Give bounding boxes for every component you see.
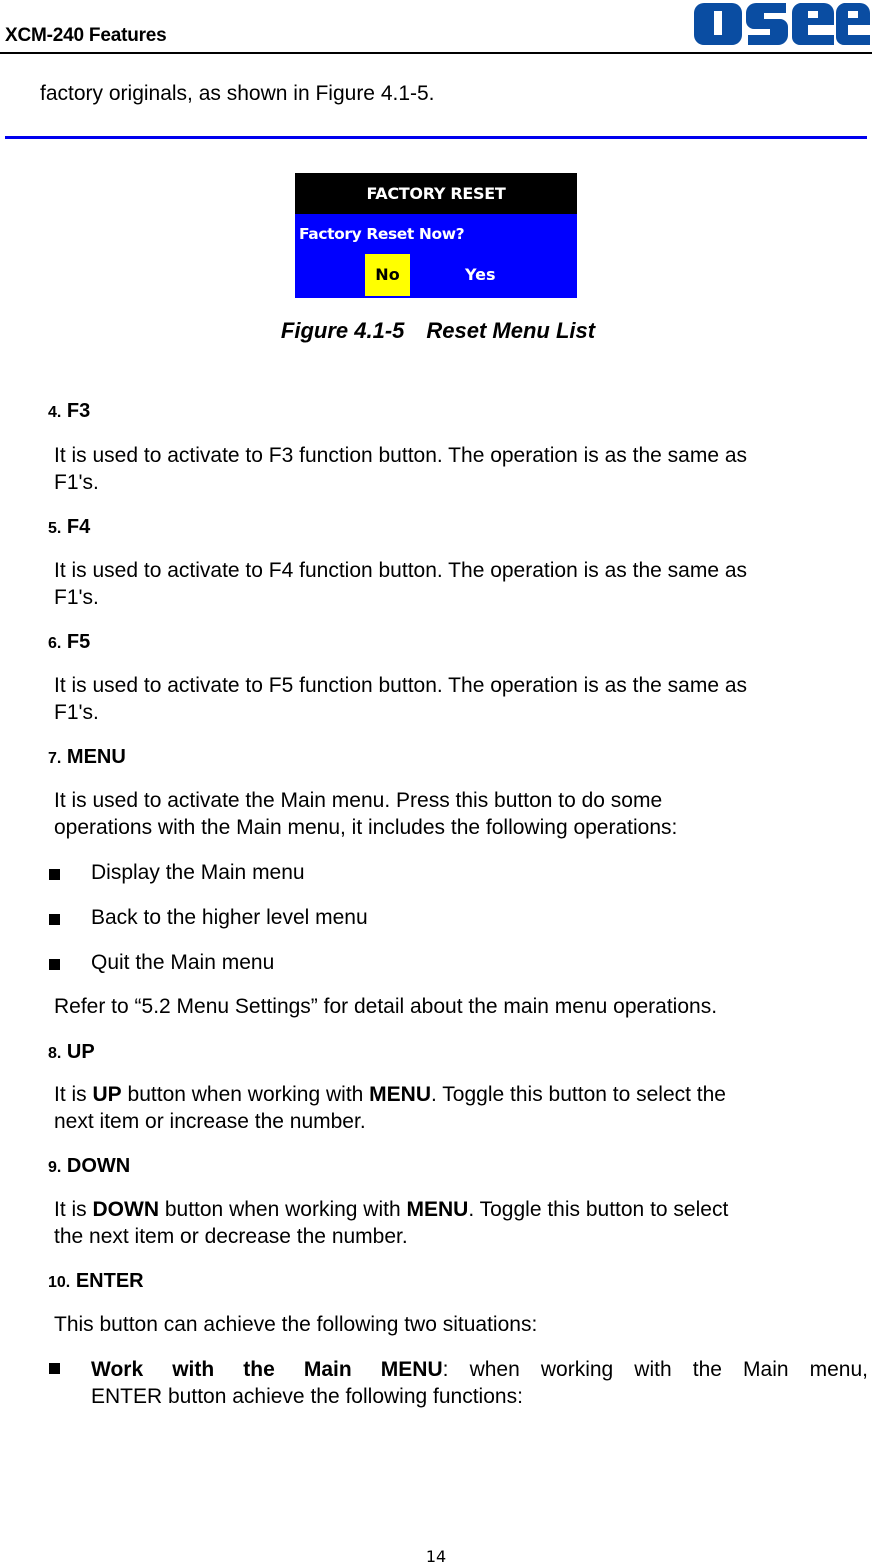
text-run: : when working with the Main menu,: [442, 1358, 868, 1381]
heading-number: 10.: [48, 1274, 71, 1291]
section-body-down: [54, 1195, 872, 1252]
body-line: operations with the Main menu, it includes the following operations:: [54, 816, 678, 839]
square-bullet-icon: [49, 1363, 60, 1374]
body-line: [54, 1080, 872, 1110]
heading-title: F3: [66, 400, 91, 422]
square-bullet-icon: [49, 869, 60, 880]
page-number: 14: [425, 1547, 447, 1566]
section-heading-f5: [48, 631, 90, 654]
menu-title: FACTORY RESET: [295, 173, 577, 214]
body-line: It is used to activate to F3 function button. The operation is as the same as: [54, 444, 748, 467]
bullet-text: Back to the higher level menu: [91, 906, 368, 929]
heading-number: 5.: [48, 520, 62, 537]
caption-number: Figure 4.1-5: [280, 318, 405, 343]
section-body-menu: [54, 786, 872, 843]
text-run: button when working with: [121, 1083, 370, 1106]
body-line: It is used to activate to F5 function button. The operation is as the same as: [54, 674, 748, 697]
bullet-line: ENTER button achieve the following functions:: [91, 1385, 523, 1408]
bold-text-run: DOWN: [92, 1198, 160, 1221]
bold-text-run: MENU: [406, 1198, 469, 1221]
menu-question: Factory Reset Now?: [299, 225, 465, 243]
heading-number: 6.: [48, 635, 62, 652]
body-line: the next item or decrease the number.: [54, 1225, 408, 1248]
bullet-line: [91, 1355, 868, 1385]
body-line: F1's.: [54, 471, 99, 494]
section-heading-f4: [48, 516, 90, 539]
section-heading-menu: [48, 746, 126, 769]
section-body-enter: This button can achieve the following two situations:: [54, 1313, 538, 1336]
body-line: It is used to activate the Main menu. Press this button to do some: [54, 789, 663, 812]
square-bullet-icon: [49, 959, 60, 970]
heading-title: UP: [66, 1041, 95, 1063]
section-separator: [5, 136, 867, 139]
body-line: next item or increase the number.: [54, 1110, 366, 1133]
text-run: It is: [54, 1083, 93, 1106]
square-bullet-icon: [49, 914, 60, 925]
heading-number: 4.: [48, 404, 62, 421]
section-body-f5: [54, 671, 872, 728]
section-body-up: [54, 1080, 872, 1137]
option-no-button[interactable]: No: [365, 254, 410, 296]
section-body-f4: [54, 556, 872, 613]
text-run: . Toggle this button to select: [468, 1198, 729, 1221]
bullet-text: Quit the Main menu: [91, 951, 275, 974]
heading-title: F4: [66, 516, 91, 538]
section-heading-down: [48, 1155, 130, 1178]
bullet-text: [91, 1355, 868, 1412]
heading-title: MENU: [66, 746, 126, 768]
section-heading-enter: [48, 1270, 144, 1293]
text-run: . Toggle this button to select the: [431, 1083, 726, 1106]
heading-title: ENTER: [75, 1270, 144, 1292]
intro-text: factory originals, as shown in Figure 4.1-5.: [40, 82, 435, 105]
body-line: It is used to activate to F4 function button. The operation is as the same as: [54, 559, 748, 582]
heading-title: F5: [66, 631, 91, 653]
section-heading-f3: [48, 400, 90, 423]
bold-text-run: UP: [92, 1083, 122, 1106]
text-run: It is: [54, 1198, 93, 1221]
heading-number: 9.: [48, 1159, 62, 1176]
body-line: F1's.: [54, 586, 99, 609]
body-line: F1's.: [54, 701, 99, 724]
heading-number: 8.: [48, 1045, 62, 1062]
text-run: button when working with: [159, 1198, 407, 1221]
section-heading-up: [48, 1041, 95, 1064]
heading-number: 7.: [48, 750, 62, 767]
bullet-text: Display the Main menu: [91, 861, 305, 884]
bold-text-run: MENU: [369, 1083, 432, 1106]
option-yes-button[interactable]: Yes: [465, 254, 505, 296]
heading-title: DOWN: [66, 1155, 131, 1177]
section-reference-text: Refer to “5.2 Menu Settings” for detail about the main menu operations.: [54, 995, 718, 1018]
header-rule: [0, 52, 872, 54]
figure-caption: [0, 318, 872, 344]
section-body-f3: [54, 441, 872, 498]
document-header-title: XCM-240 Features: [5, 25, 167, 46]
factory-reset-menu: [295, 173, 577, 298]
caption-title: Reset Menu List: [426, 318, 596, 343]
bold-text-run: Work with the Main MENU: [91, 1358, 443, 1381]
body-line: [54, 1195, 872, 1225]
osee-logo-icon: [690, 1, 870, 45]
